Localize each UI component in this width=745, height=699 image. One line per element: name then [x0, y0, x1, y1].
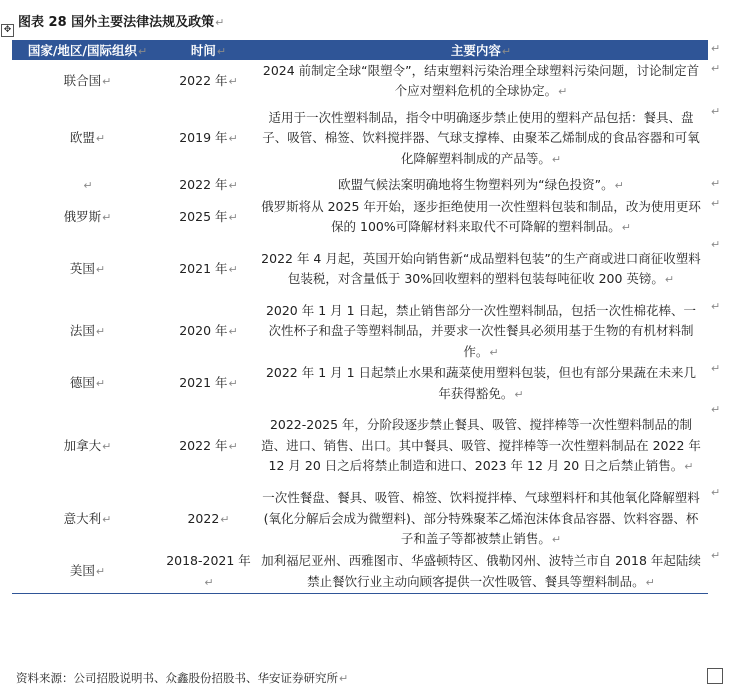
cell-content: 2022 年 1 月 1 日起禁止水果和蔬菜使用塑料包装，但也有部分果蔬在未来几年获得豁免。↵ — [265, 365, 697, 401]
row-end-mark-icon: ↵ — [711, 403, 721, 416]
cell-time: 2018-2021 年↵ — [163, 551, 254, 594]
cell-country: 意大利↵ — [63, 510, 112, 526]
table-row — [12, 60, 708, 103]
cell-country: 英国↵ — [69, 260, 106, 276]
cell-content: 2024 前制定全球“限塑令”，结束塑料污染治理全球塑料污染问题，讨论制定首个应对塑料危机的全球协定。↵ — [262, 62, 700, 98]
table-row — [12, 488, 708, 551]
cell-time: 2022 年↵ — [179, 177, 238, 192]
table-row — [12, 239, 708, 301]
table-header-row — [12, 40, 708, 60]
cell-content: 2020 年 1 月 1 日起，禁止销售部分一次性塑料制品，包括一次性棉花棒、一次性杯子和盘子等塑料制品，并要求一次性餐具必须用基于生物的有机材料制作。↵ — [265, 302, 697, 359]
cell-content: 俄罗斯将从 2025 年开始，逐步拒绝使用一次性塑料包装和制品，改为使用更环保的 100%可降解材料来取代不可降解的塑料制品。↵ — [261, 198, 701, 234]
row-end-mark-icon: ↵ — [711, 486, 721, 499]
row-end-mark-icon: ↵ — [711, 197, 721, 210]
cell-time: 2021 年↵ — [179, 375, 238, 391]
cell-time: 2025 年↵ — [179, 208, 238, 224]
cell-content: 适用于一次性塑料制品，指令中明确逐步禁止使用的塑料产品包括：餐具、盘子、吸管、棉签、饮料搅拌器、气球支撑棒、由聚苯乙烯制成的食品容器和可氧化降解塑料制成的产品等。↵ — [262, 109, 700, 166]
cell-time: 2022 年↵ — [179, 437, 238, 453]
row-end-mark-icon: ↵ — [711, 177, 721, 190]
table-row — [12, 197, 708, 239]
cell-country: 德国↵ — [69, 375, 106, 391]
cell-content: 2022 年 4 月起，英国开始向销售新“成品塑料包装”的生产商或进口商征收塑料包装税，对含量低于 30%回收塑料的塑料包装每吨征收 200 英镑。↵ — [261, 250, 701, 286]
cell-time: 2022 年↵ — [179, 72, 238, 88]
table-row — [12, 363, 708, 405]
cell-time: 2021 年↵ — [179, 260, 238, 276]
row-end-mark-icon: ↵ — [711, 300, 721, 313]
table-row — [12, 301, 708, 364]
cell-country: 欧盟↵ — [69, 130, 106, 146]
cell-country: 法国↵ — [69, 323, 106, 338]
header-content: 主要内容↵ — [254, 40, 708, 60]
cell-time: 2020 年↵ — [179, 323, 238, 338]
row-end-mark-icon: ↵ — [711, 238, 721, 251]
cell-content: 一次性餐盘、餐具、吸管、棉签、饮料搅拌棒、气球塑料杆和其他氧化降解塑料(氧化分解后会成为微塑料)、部分特殊聚苯乙烯泡沫体食品容器、饮料容器、杯子和盖子等都被禁止销售。↵ — [262, 490, 700, 547]
row-end-mark-icon: ↵ — [711, 105, 721, 118]
table-row — [12, 551, 708, 594]
regulations-table — [12, 40, 708, 594]
row-end-mark-icon: ↵ — [711, 62, 721, 75]
row-end-mark-icon: ↵ — [711, 362, 721, 375]
header-country: 国家/地区/国际组织↵ — [12, 40, 163, 60]
cell-time: 2022↵ — [187, 510, 230, 526]
cell-country: ↵ — [83, 179, 93, 192]
table-row — [12, 103, 708, 175]
cell-time: 2019 年↵ — [179, 130, 238, 146]
cell-country: 美国↵ — [12, 551, 163, 594]
figure-title-text: 图表 28 国外主要法律法规及政策 — [18, 15, 215, 30]
cell-country: 加拿大↵ — [63, 437, 112, 453]
table-move-handle-icon[interactable]: ✥ — [1, 24, 14, 37]
source-note: 资料来源：公司招股说明书、众鑫股份招股书、华安证券研究所↵ — [16, 671, 349, 685]
row-end-mark-icon: ↵ — [711, 42, 721, 55]
cell-country: 联合国↵ — [63, 72, 112, 88]
cell-country: 俄罗斯↵ — [63, 208, 112, 224]
resize-handle[interactable] — [707, 668, 723, 684]
table-row — [12, 175, 708, 197]
cell-content: 加利福尼亚州、西雅图市、华盛顿特区、俄勒冈州、波特兰市自 2018 年起陆续禁止餐饮行业主动向顾客提供一次性吸管、餐具等塑料制品。↵ — [254, 551, 708, 594]
table-row — [12, 405, 708, 488]
header-time: 时间↵ — [163, 40, 254, 60]
figure-title — [18, 11, 224, 30]
cell-content: 2022-2025 年，分阶段逐步禁止餐具、吸管、搅拌棒等一次性塑料制品的制造、进口、销售、出口。其中餐具、吸管、搅拌棒等一次性塑料制品在 2022 年 12 月 20 日之后将禁止制造和进口、2023 年 12 月 20 日之后禁止销售。↵ — [261, 417, 701, 474]
paragraph-mark-icon: ↵ — [215, 16, 225, 29]
cell-content: 欧盟气候法案明确地将生物塑料列为“绿色投资”。↵ — [338, 177, 624, 192]
row-end-mark-icon: ↵ — [711, 549, 721, 562]
